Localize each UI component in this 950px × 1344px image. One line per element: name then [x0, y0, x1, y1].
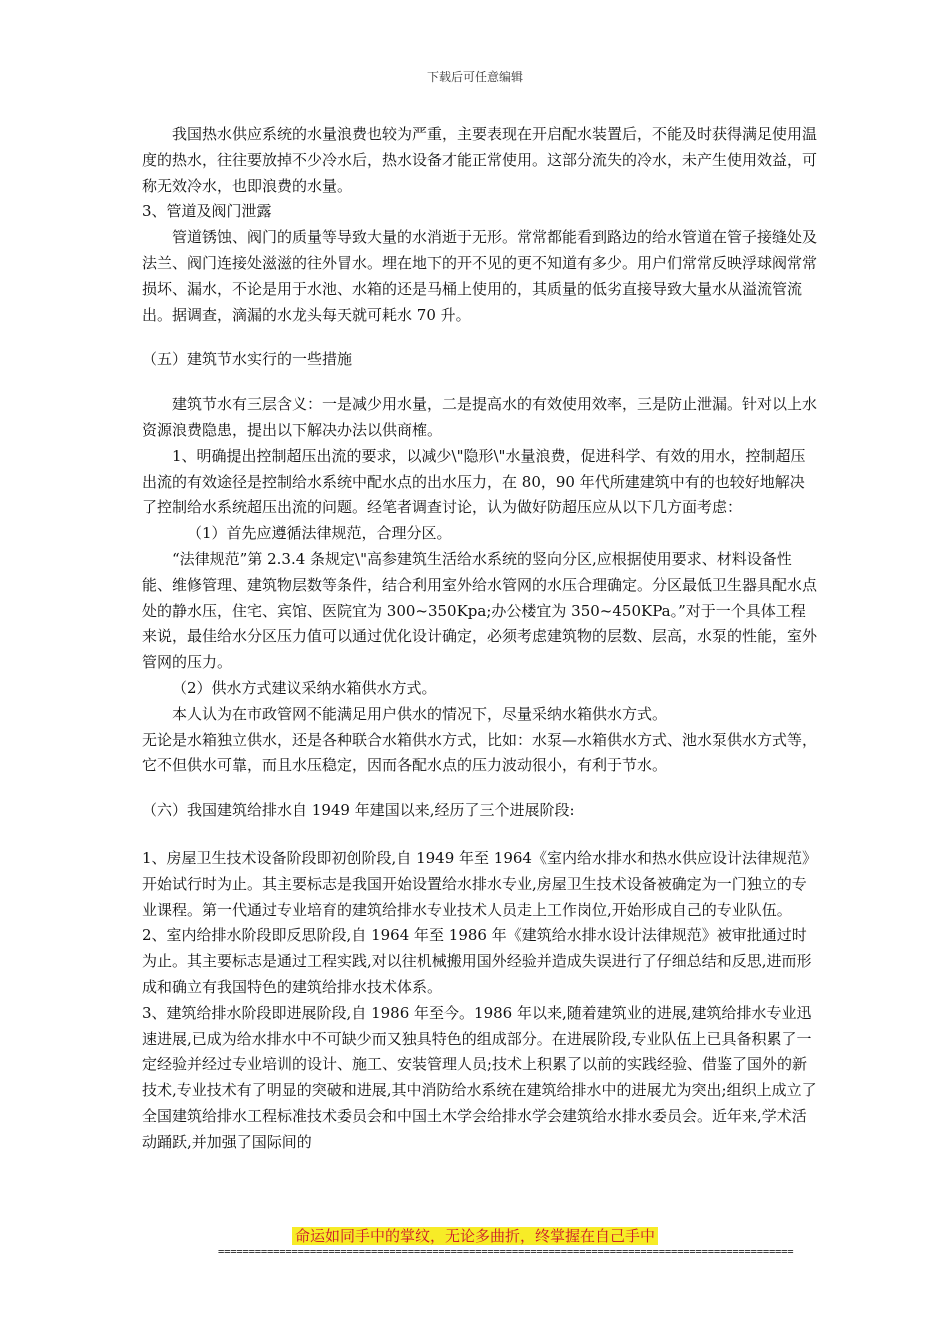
paragraph-stage-3: 3、建筑给排水阶段即进展阶段,自 1986 年至今。1986 年以来,随着建筑业的进展,建筑给排水专业迅速进展,已成为给水排水中不可缺少而又独具特色的组成部分。在进展阶段,专业队伍上已具备积累了一定经验并经过专业培训的设计、施工、安装管理人员;技术上积累了以前的实践经验、借鉴了国外的新技术,专业技术有了明显的突破和进展,其中消防给水系统在建筑给排水中的进展尤为突出;组织上成立了全国建筑给排水工程标准技术委员会和中国土木学会给排水学会建筑给水排水委员会。近年来,学术活动踊跃,并加强了国际间的: [142, 1003, 817, 1151]
footer-separator-line: ==============================================================================================: [218, 1246, 794, 1258]
paragraph-pipe-leak: 管道锈蚀、阀门的质量等导致大量的水消逝于无形。常常都能看到路边的给水管道在管子接缝处及法兰、阀门连接处滋滋的往外冒水。埋在地下的开不见的更不知道有多少。用户们常常反映浮球阀常常损坏、漏水，不论是用于水池、水箱的还是马桶上使用的，其质量的低劣直接导致大量水从溢流管流出。据调查，滴漏的水龙头每天就可耗水 70 升。: [142, 228, 818, 324]
paragraph-water-saving-meaning: 建筑节水有三层含义：一是减少用水量，二是提高水的有效使用效率，三是防止泄漏。针对以上水资源浪费隐患，提出以下解决办法以供商榷。: [142, 395, 818, 439]
paragraph-stage-1: 1、房屋卫生技术设备阶段即初创阶段,自 1949 年至 1964《室内给水排水和热水供应设计法律规范》开始试行时为止。其主要标志是我国开始设置给水排水专业,房屋卫生技术设备被确定为一门独立的专业课程。第一代通过专业培育的建筑给排水专业技术人员走上工作岗位,开始形成自己的专业队伍。: [142, 848, 817, 919]
paragraph-hot-water-waste: 我国热水供应系统的水量浪费也较为严重，主要表现在开启配水装置后，不能及时获得满足使用温度的热水，往往要放掉不少冷水后，热水设备才能正常使用。这部分流失的冷水，未产生使用效益，可称无效冷水，也即浪费的水量。: [142, 125, 818, 195]
subheading-zoning: （1）首先应遵循法律规范，合理分区。: [187, 524, 452, 543]
section-heading-5: （五）建筑节水实行的一些措施: [142, 350, 353, 369]
section-heading-6: （六）我国建筑给排水自 1949 年建国以来,经历了三个进展阶段:: [142, 801, 575, 820]
paragraph-regulation: “法律规范”第 2.3.4 条规定\"高参建筑生活给水系统的竖向分区,应根据使用要求、材料设备性能、维修管理、建筑物层数等条件，结合利用室外给水管网的水压合理确定。分区最低卫生器具配水点处的静水压，住宅、宾馆、医院宜为 300~350Kpa;办公楼宜为 350~450KPa。”对于一个具体工程来说，最佳给水分区压力值可以通过优化设计确定，必须考虑建筑物的层数、层高，水泵的性能，室外管网的压力。: [142, 549, 818, 672]
subheading-pipe-valve-leak: 3、管道及阀门泄露: [142, 202, 272, 221]
footer-motto-banner: [0, 1225, 950, 1247]
document-body: [142, 122, 817, 1155]
subheading-tank-supply: （2）供水方式建议采纳水箱供水方式。: [172, 678, 437, 697]
paragraph-overpressure-control: 1、明确提出控制超压出流的要求，以减少\"隐形\"水量浪费，促进科学、有效的用水，控制超压出流的有效途径是控制给水系统中配水点的出水压力，在 80，90 年代所建建筑中有的也较好地解决了控制给水系统超压出流的问题。经笔者调查讨论，认为做好防超压应从以下几方面考虑：: [142, 446, 806, 517]
paragraph-author-opinion: 本人认为在市政管网不能满足用户供水的情况下，尽量采纳水箱供水方式。: [172, 704, 668, 723]
paragraph-stage-2: 2、室内给排水阶段即反思阶段,自 1964 年至 1986 年《建筑给水排水设计法律规范》被审批通过时为止。其主要标志是通过工程实践,对以往机械搬用国外经验并造成失误进行了仔细总结和反思,进而形成和确立有我国特色的建筑给排水技术体系。: [142, 926, 812, 996]
paragraph-tank-supply-benefit: 无论是水箱独立供水，还是各种联合水箱供水方式，比如：水泵—水箱供水方式、池水泵供水方式等，它不但供水可靠，而且水压稳定，因而各配水点的压力波动很小，有利于节水。: [142, 730, 818, 775]
page-header-note: 下载后可任意编辑: [426, 70, 523, 84]
footer-motto-text: 命运如同手中的掌纹，无论多曲折，终掌握在自己手中: [292, 1227, 658, 1245]
